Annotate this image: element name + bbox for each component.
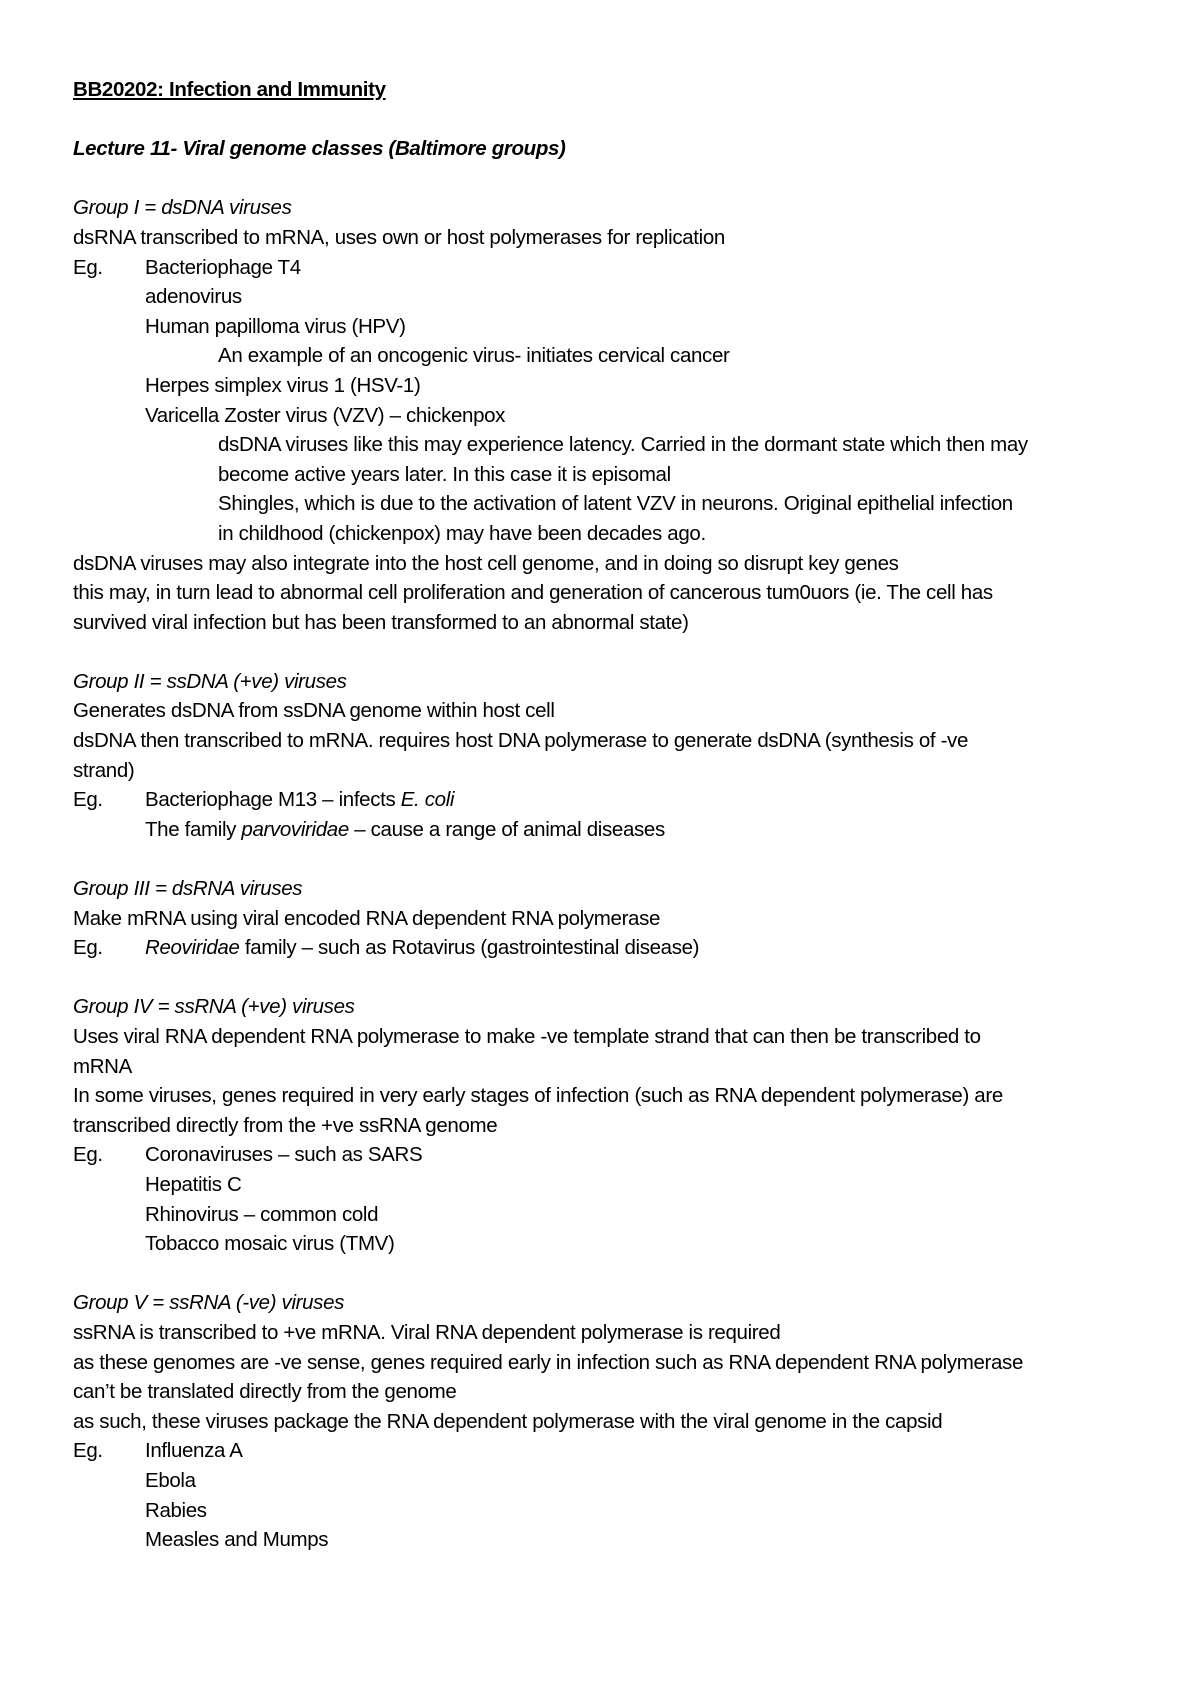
family-name: parvoviridae xyxy=(241,817,349,841)
group2-example: Bacteriophage M13 – infects xyxy=(145,788,401,812)
spacer xyxy=(73,1259,1140,1289)
group1-example: Bacteriophage T4 xyxy=(145,255,301,279)
spacer xyxy=(73,963,1140,993)
group1-heading: Group I = dsDNA viruses xyxy=(73,196,292,220)
group5-example: Rabies xyxy=(145,1498,207,1522)
group3-heading: Group III = dsRNA viruses xyxy=(73,877,303,901)
group5-desc: can’t be translated directly from the genome xyxy=(73,1380,457,1404)
group2-example: The family xyxy=(145,817,242,841)
group4-desc: Uses viral RNA dependent RNA polymerase to make -ve template strand that can then be transcribed to xyxy=(73,1025,981,1048)
group5-desc: as these genomes are -ve sense, genes required early in infection such as RNA dependent RNA polymerase xyxy=(73,1350,1024,1374)
group4-heading: Group IV = ssRNA (+ve) viruses xyxy=(73,995,355,1019)
group3-desc: Make mRNA using viral encoded RNA dependent RNA polymerase xyxy=(73,906,661,930)
group5-example: Influenza A xyxy=(145,1439,243,1463)
lecture-title: Lecture 11- Viral genome classes (Baltimore groups) xyxy=(73,137,566,161)
group1-paragraph: dsDNA viruses may also integrate into the host cell genome, and in doing so disrupt key genes xyxy=(73,551,899,575)
spacer xyxy=(73,637,1140,667)
group1-example: Varicella Zoster virus (VZV) – chickenpox xyxy=(145,403,506,427)
species-name: E. coli xyxy=(400,788,455,812)
spacer xyxy=(73,105,1140,135)
group5-desc: ssRNA is transcribed to +ve mRNA. Viral RNA dependent polymerase is required xyxy=(73,1320,781,1344)
group2-example-line xyxy=(73,815,1140,845)
family-name: Reoviridae xyxy=(145,936,240,960)
group5-desc: as such, these viruses package the RNA dependent polymerase with the viral genome in the capsid xyxy=(73,1409,943,1433)
group1-example: Human papilloma virus (HPV) xyxy=(145,314,406,338)
group1-example-note: in childhood (chickenpox) may have been decades ago. xyxy=(218,521,706,545)
group1-example-note: dsDNA viruses like this may experience latency. Carried in the dormant state which then may xyxy=(218,433,1028,457)
group2-desc: Generates dsDNA from ssDNA genome within host cell xyxy=(73,699,555,723)
group2-example: – cause a range of animal diseases xyxy=(348,817,665,841)
group4-example: Hepatitis C xyxy=(145,1172,242,1196)
spacer xyxy=(73,844,1140,874)
group1-paragraph: survived viral infection but has been transformed to an abnormal state) xyxy=(73,610,689,634)
group5-example-line xyxy=(73,1436,1140,1466)
group5-example: Ebola xyxy=(145,1468,196,1492)
group5-example: Measles and Mumps xyxy=(145,1528,329,1552)
group4-desc: transcribed directly from the +ve ssRNA genome xyxy=(73,1113,498,1137)
group2-heading: Group II = ssDNA (+ve) viruses xyxy=(73,669,347,693)
group1-example-note: An example of an oncogenic virus- initiates cervical cancer xyxy=(218,344,730,368)
eg-label: Eg. xyxy=(73,1143,103,1167)
group1-paragraph: this may, in turn lead to abnormal cell proliferation and generation of cancerous tum0uors (ie. The cell has xyxy=(73,581,993,605)
group4-desc: mRNA xyxy=(73,1054,132,1078)
group1-example-note: become active years later. In this case it is episomal xyxy=(218,462,671,486)
group1-example-note: Shingles, which is due to the activation of latent VZV in neurons. Original epithelial infection xyxy=(218,492,1013,516)
group1-example: Herpes simplex virus 1 (HSV-1) xyxy=(145,373,421,397)
group4-example: Tobacco mosaic virus (TMV) xyxy=(145,1232,395,1256)
spacer xyxy=(73,164,1140,194)
group5-heading: Group V = ssRNA (-ve) viruses xyxy=(73,1291,345,1315)
group4-desc: In some viruses, genes required in very early stages of infection (such as RNA dependent polymerase) are xyxy=(73,1084,1003,1108)
group4-example-line xyxy=(73,1140,1140,1170)
eg-label: Eg. xyxy=(73,1439,103,1463)
group1-desc: dsRNA transcribed to mRNA, uses own or host polymerases for replication xyxy=(73,225,725,249)
group2-desc: dsDNA then transcribed to mRNA. requires host DNA polymerase to generate dsDNA (synthesis of -ve xyxy=(73,729,969,753)
group1-example: adenovirus xyxy=(145,285,242,309)
group3-example-line xyxy=(73,933,1140,963)
group1-example-line xyxy=(73,253,1140,283)
group4-example: Rhinovirus – common cold xyxy=(145,1202,379,1226)
group3-example: family – such as Rotavirus (gastrointestinal disease) xyxy=(239,936,700,960)
eg-label: Eg. xyxy=(73,255,103,279)
group2-example-line xyxy=(73,785,1140,815)
eg-label: Eg. xyxy=(73,936,103,960)
course-title: BB20202: Infection and Immunity xyxy=(73,78,386,101)
group4-example: Coronaviruses – such as SARS xyxy=(145,1143,423,1167)
group2-desc: strand) xyxy=(73,758,135,782)
eg-label: Eg. xyxy=(73,788,103,812)
